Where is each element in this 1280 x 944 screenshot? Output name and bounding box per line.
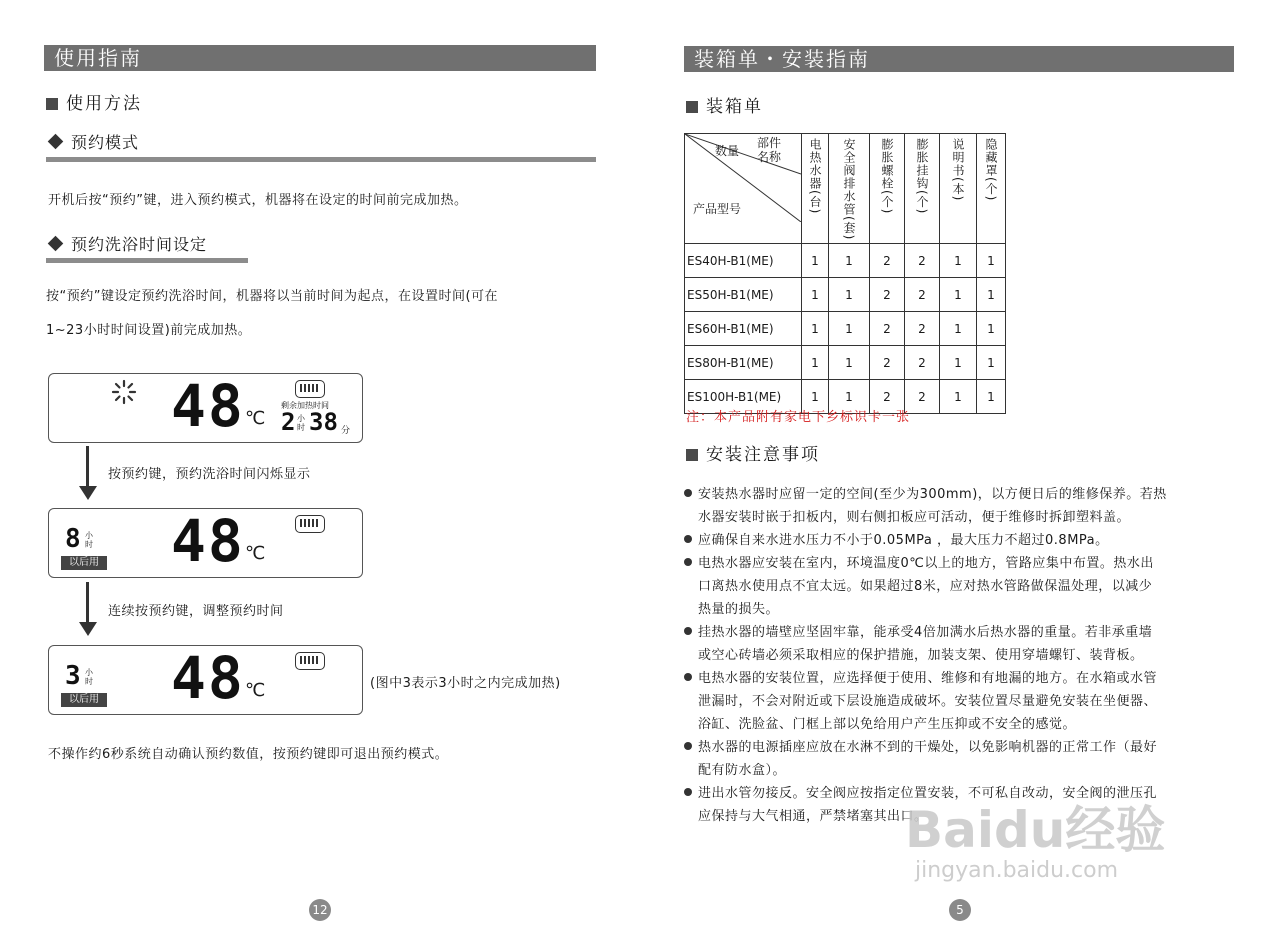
celsius-unit: ℃ [245, 680, 266, 701]
page-number: 12 [309, 899, 331, 921]
table-cell: 1 [802, 244, 829, 278]
column-header: 膨胀螺栓(个) [870, 134, 905, 244]
table-cell: 1 [829, 278, 870, 312]
display-panel-1 [48, 373, 363, 443]
table-cell: 1 [977, 312, 1006, 346]
model-cell: ES60H-B1(ME) [685, 312, 802, 346]
table-cell: 2 [905, 244, 940, 278]
display-panel-2 [48, 508, 363, 578]
celsius-unit: ℃ [245, 543, 266, 564]
table-cell: 1 [829, 346, 870, 380]
table-cell: 2 [905, 380, 940, 414]
packing-table [684, 133, 1006, 414]
square-bullet-icon [686, 449, 698, 461]
corner-qty: 数量 [715, 144, 740, 158]
table-row [685, 346, 1006, 380]
table-cell: 1 [802, 380, 829, 414]
shower-icon [295, 380, 325, 398]
bullet-dot-icon [684, 742, 692, 750]
table-cell: 1 [977, 278, 1006, 312]
left-page-header: 使用指南 [44, 45, 596, 71]
corner-model: 产品型号 [693, 202, 742, 216]
table-cell: 2 [905, 278, 940, 312]
right-page-header: 装箱单・安装指南 [684, 46, 1234, 72]
reservation-mode-text: 开机后按“预约”键，进入预约模式，机器将在设定的时间前完成加热。 [48, 193, 468, 208]
arrow-down-icon [79, 486, 97, 500]
after-use-tag: 以后用 [61, 556, 107, 570]
remaining-time-label: 剩余加热时间 [281, 401, 329, 410]
baidu-watermark-url: jingyan.baidu.com [915, 858, 1119, 883]
temperature-digits: 48 [171, 507, 245, 575]
table-header-row [685, 134, 1006, 244]
diamond-bullet-icon [48, 134, 64, 150]
table-cell: 2 [870, 380, 905, 414]
table-row [685, 278, 1006, 312]
table-cell: 1 [940, 346, 977, 380]
after-use-tag: 以后用 [61, 693, 107, 707]
square-bullet-icon [46, 98, 58, 110]
bullet-dot-icon [684, 788, 692, 796]
table-cell: 1 [802, 278, 829, 312]
table-cell: 2 [905, 346, 940, 380]
left-footer-text: 不操作约6秒系统自动确认预约数值，按预约键即可退出预约模式。 [48, 747, 449, 762]
table-row [685, 312, 1006, 346]
bath-time-text-line1: 按“预约”键设定预约洗浴时间，机器将以当前时间为起点，在设置时间(可在 [46, 289, 499, 304]
packing-list-heading: 装箱单 [686, 92, 763, 117]
table-cell: 2 [870, 346, 905, 380]
diamond-bullet-icon [48, 236, 64, 252]
list-item: 电热水器应安装在室内，环境温度0℃以上的地方，管路应集中布置。热水出 口离热水使用点不宜太远。如果超过8米，应对热水管路做保温处理，以减少 热量的损失。 [684, 552, 1240, 621]
list-item: 进出水管勿接反。安全阀应按指定位置安装，不可私自改动，安全阀的泄压孔 应保持与大气相通，严禁堵塞其出口。 [684, 782, 1240, 828]
step1-text: 按预约键，预约洗浴时间闪烁显示 [108, 467, 311, 482]
model-cell: ES50H-B1(ME) [685, 278, 802, 312]
divider [46, 157, 596, 162]
bullet-dot-icon [684, 627, 692, 635]
temperature-digits: 48 [171, 372, 245, 440]
table-row [685, 244, 1006, 278]
bullet-dot-icon [684, 673, 692, 681]
packing-table-wrap [684, 133, 1006, 414]
table-cell: 1 [802, 312, 829, 346]
bullet-dot-icon [684, 535, 692, 543]
table-cell: 2 [870, 244, 905, 278]
install-notes-list [684, 483, 1240, 828]
heating-sun-icon [111, 379, 137, 405]
model-cell: ES40H-B1(ME) [685, 244, 802, 278]
column-header: 电热水器(台) [802, 134, 829, 244]
display-panel-3 [48, 645, 363, 715]
panel3-note: (图中3表示3小时之内完成加热) [370, 676, 561, 691]
column-header: 膨胀挂钩(个) [905, 134, 940, 244]
celsius-unit: ℃ [245, 408, 266, 429]
shower-icon [295, 515, 325, 533]
table-cell: 1 [977, 346, 1006, 380]
table-cell: 1 [829, 380, 870, 414]
remaining-minutes: 38 [309, 408, 338, 436]
table-cell: 1 [940, 312, 977, 346]
reserve-hours: 3 [65, 661, 81, 691]
table-cell: 1 [802, 346, 829, 380]
table-cell: 1 [940, 380, 977, 414]
list-item: 挂热水器的墙壁应坚固牢靠，能承受4倍加满水后热水器的重量。若非承重墙 或空心砖墙必须采取相应的保护措施，加装支架、使用穿墙螺钉、装背板。 [684, 621, 1240, 667]
install-notes-heading: 安装注意事项 [686, 440, 820, 465]
hour-unit: 小时 [85, 668, 93, 686]
flow-arrow [86, 582, 89, 624]
list-item: 热水器的电源插座应放在水淋不到的干燥处，以免影响机器的正常工作（最好 配有防水盒）。 [684, 736, 1240, 782]
list-item: 安装热水器时应留一定的空间(至少为300mm)，以方便日后的维修保养。若热 水器安装时嵌于扣板内，则右侧扣板应可活动，便于维修时拆卸塑料盖。 [684, 483, 1240, 529]
model-cell: ES100H-B1(ME) [685, 380, 802, 414]
bullet-dot-icon [684, 489, 692, 497]
table-cell: 1 [829, 244, 870, 278]
list-item: 电热水器的安装位置，应选择便于使用、维修和有地漏的地方。在水箱或水管 泄漏时，不会对附近或下层设施造成破坏。安装位置尽量避免安装在坐便器、 浴缸、洗脸盆、门框上部以免给用户产生压抑或不安全的感觉。 [684, 667, 1240, 736]
hour-unit: 小时 [85, 531, 93, 549]
table-cell: 1 [829, 312, 870, 346]
reservation-mode-heading: 预约模式 [46, 130, 139, 153]
bullet-dot-icon [684, 558, 692, 566]
column-header: 安全阀排水管(套) [829, 134, 870, 244]
corner-cell [685, 134, 802, 244]
temperature-digits: 48 [171, 644, 245, 712]
hour-unit: 小时 [297, 414, 305, 432]
table-cell: 1 [977, 244, 1006, 278]
square-bullet-icon [686, 101, 698, 113]
column-header: 隐藏罩(个) [977, 134, 1006, 244]
divider [46, 258, 248, 263]
model-cell: ES80H-B1(ME) [685, 346, 802, 380]
baidu-watermark: Baidu经验 [905, 801, 1166, 859]
table-cell: 2 [870, 312, 905, 346]
table-cell: 2 [905, 312, 940, 346]
reserve-hours: 8 [65, 524, 81, 554]
shower-icon [295, 652, 325, 670]
bath-time-text-line2: 1~23小时时间设置)前完成加热。 [46, 323, 252, 338]
usage-method-heading: 使用方法 [46, 89, 142, 114]
minute-unit: 分 [341, 426, 351, 436]
table-cell: 1 [977, 380, 1006, 414]
table-cell: 1 [940, 278, 977, 312]
bath-time-setting-heading: 预约洗浴时间设定 [46, 232, 207, 255]
flow-arrow [86, 446, 89, 488]
arrow-down-icon [79, 622, 97, 636]
corner-part: 部件名称 [757, 136, 782, 164]
list-item: 应确保自来水进水压力不小于0.05MPa ，最大压力不超过0.8MPa。 [684, 529, 1240, 552]
packing-note: 注：本产品附有家电下乡标识卡一张 [686, 410, 911, 425]
remaining-hours: 2 [281, 408, 296, 436]
step2-text: 连续按预约键，调整预约时间 [108, 604, 284, 619]
column-header: 说明书(本) [940, 134, 977, 244]
table-cell: 2 [870, 278, 905, 312]
table-cell: 1 [940, 244, 977, 278]
page-number: 5 [949, 899, 971, 921]
